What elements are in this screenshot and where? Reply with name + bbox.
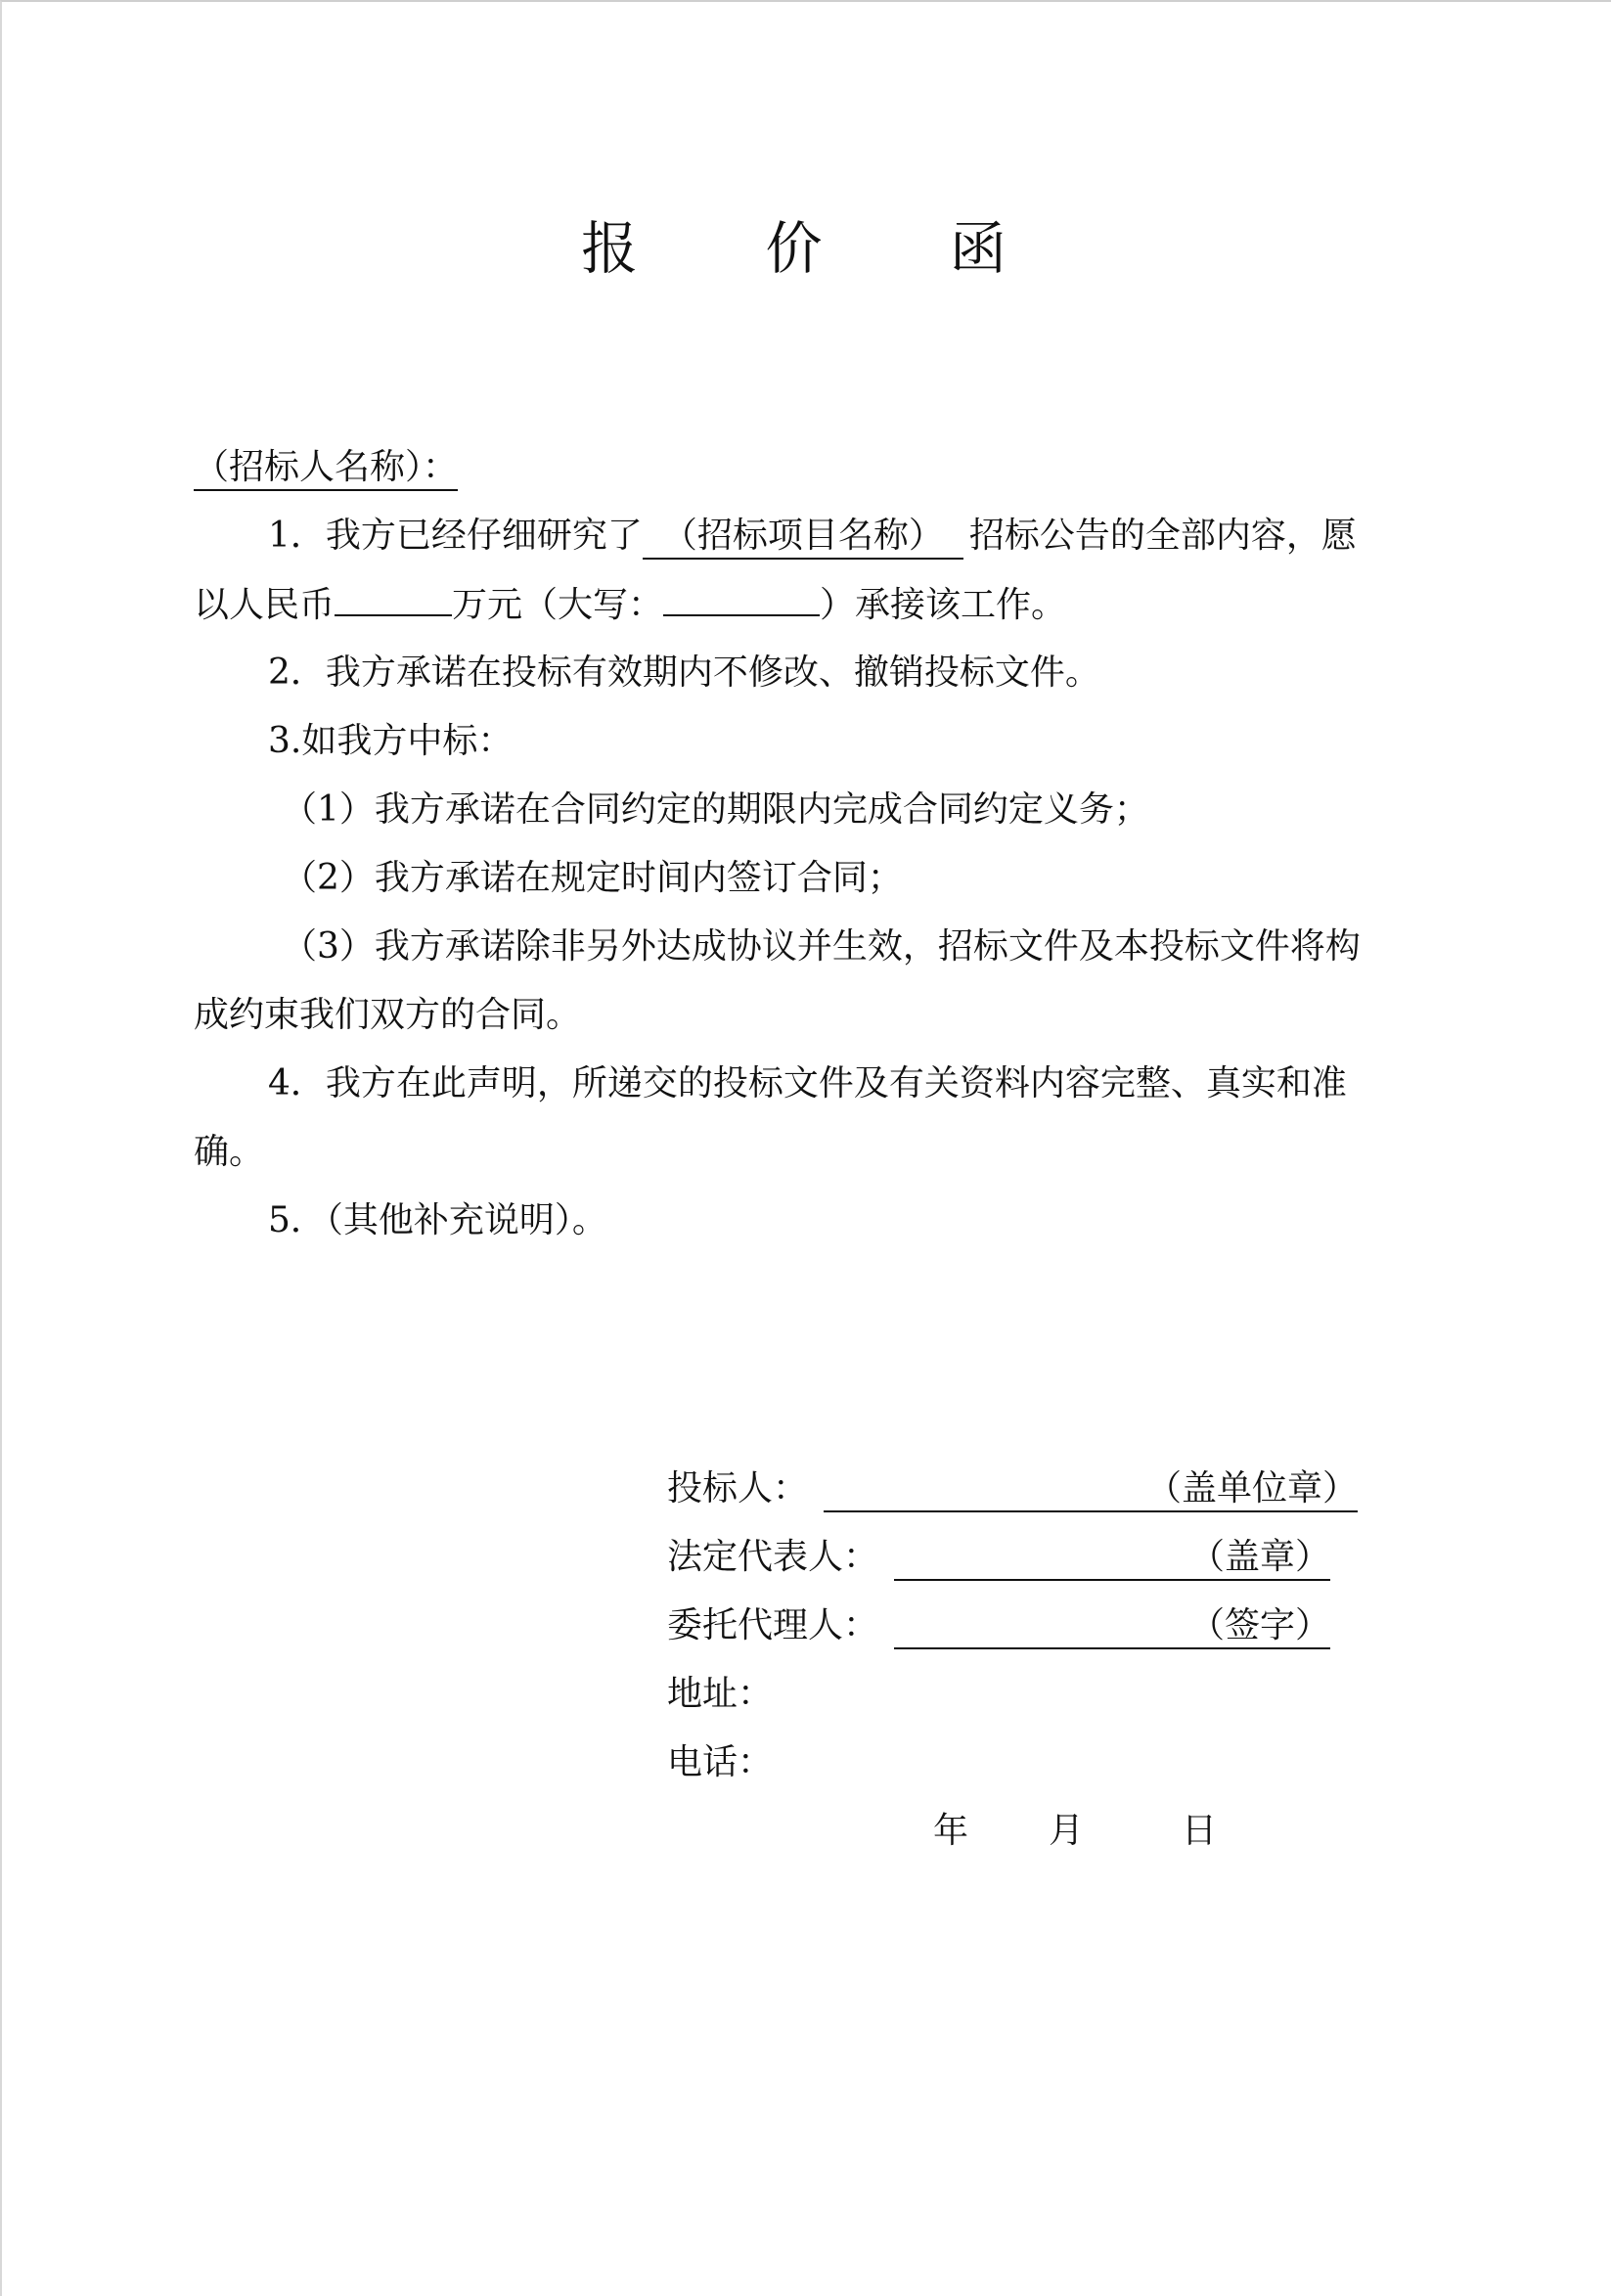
item-2: 2．我方承诺在投标有效期内不修改、撤销投标文件。 — [268, 653, 1100, 693]
item-1-prefix: 1．我方已经仔细研究了 — [268, 516, 643, 556]
authorized-agent-label: 委托代理人： — [667, 1605, 879, 1645]
legal-representative-label: 法定代表人： — [667, 1537, 879, 1577]
amount-number-blank — [335, 581, 452, 616]
page-title: 报 价 函 — [581, 215, 1061, 282]
item-3-1: （1）我方承诺在合同约定的期限内完成合同约定义务； — [282, 789, 1149, 830]
bidder-row — [667, 1465, 1358, 1512]
legal-representative-row — [667, 1534, 1330, 1581]
authorized-agent-row — [667, 1602, 1330, 1649]
amount-suffix: ）承接该工作。 — [820, 585, 1067, 625]
legal-representative-line — [894, 1536, 1330, 1581]
addressee — [194, 444, 458, 491]
item-4-line-2: 确。 — [194, 1132, 265, 1172]
authorized-agent-line — [894, 1604, 1330, 1649]
item-3: 3.如我方中标： — [268, 721, 514, 761]
authorized-agent-note: （签字） — [1189, 1605, 1331, 1645]
bidder-label: 投标人： — [667, 1468, 809, 1508]
legal-representative-note: （盖章） — [1189, 1537, 1331, 1577]
date-year: 年 — [933, 1811, 969, 1851]
item-3-3-line-1: （3）我方承诺除非另外达成协议并生效，招标文件及本投标文件将构 — [282, 926, 1361, 967]
item-1-suffix: 招标公告的全部内容，愿 — [968, 516, 1357, 556]
item-1-line-2 — [194, 581, 1066, 629]
item-1-line-1 — [268, 513, 1357, 560]
date-day: 日 — [1182, 1811, 1218, 1851]
item-3-2: （2）我方承诺在规定时间内签订合同； — [282, 858, 903, 898]
item-5: 5．（其他补充说明）。 — [268, 1200, 607, 1240]
item-4-line-1: 4．我方在此声明，所递交的投标文件及有关资料内容完整、真实和准 — [268, 1063, 1347, 1103]
phone-label: 电话： — [667, 1742, 774, 1782]
bidder-signature-line — [824, 1467, 1358, 1512]
project-name-blank: （招标项目名称） — [643, 515, 963, 560]
date-month: 月 — [1049, 1811, 1085, 1851]
item-3-3-line-2: 成约束我们双方的合同。 — [194, 995, 582, 1035]
addressee-name: （招标人名称）： — [194, 446, 458, 491]
address-label: 地址： — [667, 1674, 774, 1714]
amount-prefix: 以人民币 — [194, 585, 336, 625]
amount-words-blank — [663, 581, 820, 616]
amount-unit: 万元（大写： — [452, 585, 664, 625]
bidder-note: （盖单位章） — [1146, 1468, 1359, 1508]
